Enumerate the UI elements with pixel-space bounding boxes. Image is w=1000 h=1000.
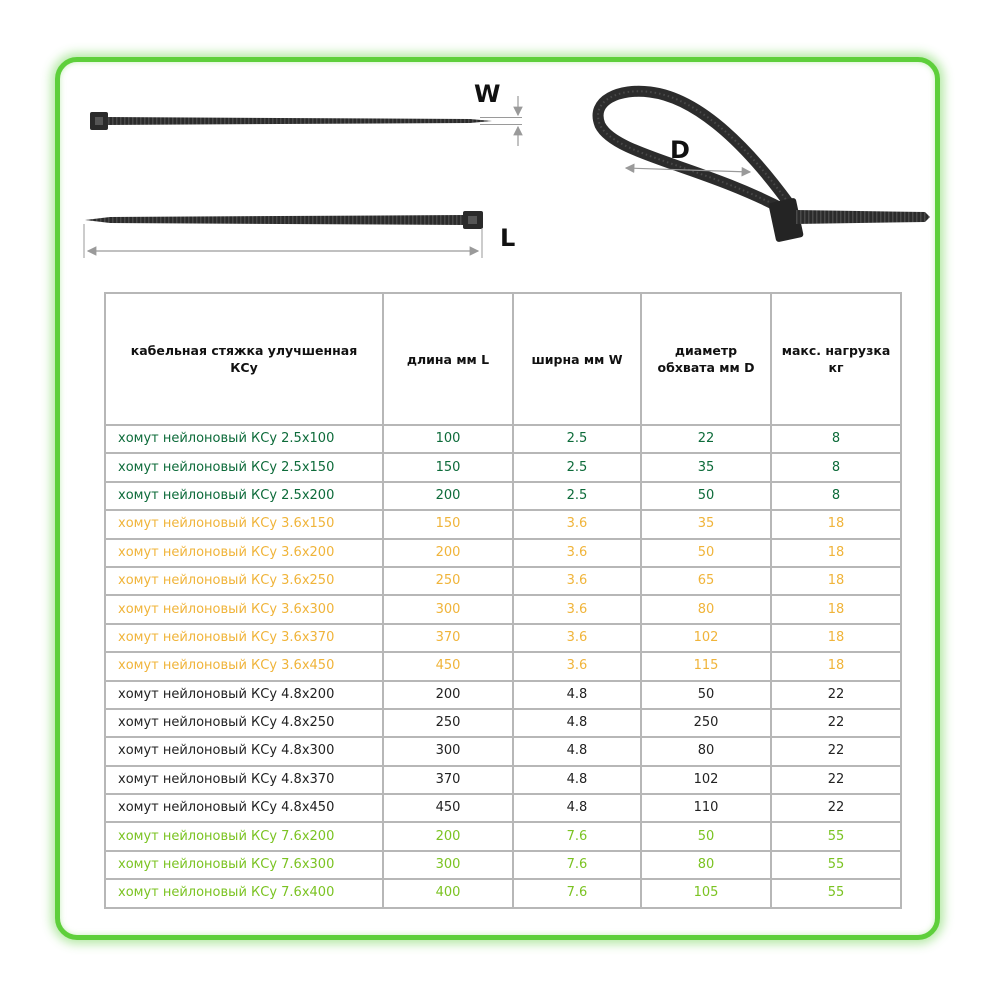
value-cell: 18 bbox=[771, 510, 901, 538]
product-name-cell: хомут нейлоновый КСу 2.5х100 bbox=[105, 425, 383, 453]
table-row bbox=[105, 624, 901, 652]
table-row bbox=[105, 482, 901, 510]
value-cell: 300 bbox=[383, 851, 513, 879]
value-cell: 3.6 bbox=[513, 539, 641, 567]
value-cell: 22 bbox=[771, 794, 901, 822]
value-cell: 35 bbox=[641, 510, 771, 538]
product-name-cell: хомут нейлоновый КСу 2.5х150 bbox=[105, 453, 383, 481]
product-name-cell: хомут нейлоновый КСу 4.8х450 bbox=[105, 794, 383, 822]
value-cell: 55 bbox=[771, 822, 901, 850]
value-cell: 300 bbox=[383, 737, 513, 765]
product-name-cell: хомут нейлоновый КСу 7.6х200 bbox=[105, 822, 383, 850]
value-cell: 4.8 bbox=[513, 766, 641, 794]
table-row bbox=[105, 567, 901, 595]
value-cell: 18 bbox=[771, 624, 901, 652]
value-cell: 200 bbox=[383, 822, 513, 850]
value-cell: 150 bbox=[383, 453, 513, 481]
value-cell: 115 bbox=[641, 652, 771, 680]
product-name-cell: хомут нейлоновый КСу 3.6х450 bbox=[105, 652, 383, 680]
product-name-cell: хомут нейлоновый КСу 4.8х300 bbox=[105, 737, 383, 765]
value-cell: 450 bbox=[383, 652, 513, 680]
value-cell: 3.6 bbox=[513, 624, 641, 652]
value-cell: 3.6 bbox=[513, 595, 641, 623]
product-name-cell: хомут нейлоновый КСу 3.6х300 bbox=[105, 595, 383, 623]
table-row bbox=[105, 822, 901, 850]
tie-straight-bottom bbox=[84, 211, 483, 258]
table-body bbox=[105, 425, 901, 908]
table-row bbox=[105, 851, 901, 879]
value-cell: 400 bbox=[383, 879, 513, 907]
value-cell: 8 bbox=[771, 453, 901, 481]
value-cell: 80 bbox=[641, 595, 771, 623]
value-cell: 65 bbox=[641, 567, 771, 595]
value-cell: 250 bbox=[641, 709, 771, 737]
value-cell: 22 bbox=[771, 766, 901, 794]
value-cell: 7.6 bbox=[513, 879, 641, 907]
value-cell: 110 bbox=[641, 794, 771, 822]
product-name-cell: хомут нейлоновый КСу 3.6х200 bbox=[105, 539, 383, 567]
value-cell: 4.8 bbox=[513, 794, 641, 822]
table-row bbox=[105, 766, 901, 794]
value-cell: 22 bbox=[771, 709, 901, 737]
value-cell: 3.6 bbox=[513, 652, 641, 680]
value-cell: 55 bbox=[771, 851, 901, 879]
product-name-cell: хомут нейлоновый КСу 7.6х400 bbox=[105, 879, 383, 907]
table-row bbox=[105, 681, 901, 709]
table-row bbox=[105, 879, 901, 907]
value-cell: 7.6 bbox=[513, 822, 641, 850]
value-cell: 4.8 bbox=[513, 709, 641, 737]
product-name-cell: хомут нейлоновый КСу 4.8х370 bbox=[105, 766, 383, 794]
product-name-cell: хомут нейлоновый КСу 2.5х200 bbox=[105, 482, 383, 510]
product-name-cell: хомут нейлоновый КСу 4.8х200 bbox=[105, 681, 383, 709]
value-cell: 18 bbox=[771, 539, 901, 567]
product-name-cell: хомут нейлоновый КСу 3.6х250 bbox=[105, 567, 383, 595]
value-cell: 3.6 bbox=[513, 567, 641, 595]
value-cell: 18 bbox=[771, 567, 901, 595]
table-row bbox=[105, 425, 901, 453]
table-row bbox=[105, 453, 901, 481]
width-label: W bbox=[474, 80, 501, 108]
value-cell: 3.6 bbox=[513, 510, 641, 538]
product-name-cell: хомут нейлоновый КСу 3.6х370 bbox=[105, 624, 383, 652]
value-cell: 250 bbox=[383, 709, 513, 737]
value-cell: 200 bbox=[383, 539, 513, 567]
value-cell: 18 bbox=[771, 595, 901, 623]
value-cell: 4.8 bbox=[513, 681, 641, 709]
value-cell: 55 bbox=[771, 879, 901, 907]
table-row bbox=[105, 794, 901, 822]
diameter-label: D bbox=[670, 136, 690, 164]
column-header: ширна мм W bbox=[513, 293, 641, 425]
value-cell: 50 bbox=[641, 681, 771, 709]
value-cell: 22 bbox=[771, 681, 901, 709]
product-name-cell: хомут нейлоновый КСу 4.8х250 bbox=[105, 709, 383, 737]
table-row bbox=[105, 539, 901, 567]
value-cell: 450 bbox=[383, 794, 513, 822]
table-header-row bbox=[105, 293, 901, 425]
value-cell: 102 bbox=[641, 624, 771, 652]
value-cell: 18 bbox=[771, 652, 901, 680]
value-cell: 250 bbox=[383, 567, 513, 595]
value-cell: 2.5 bbox=[513, 453, 641, 481]
table-row bbox=[105, 510, 901, 538]
value-cell: 105 bbox=[641, 879, 771, 907]
value-cell: 22 bbox=[641, 425, 771, 453]
table-row bbox=[105, 737, 901, 765]
value-cell: 35 bbox=[641, 453, 771, 481]
table-row bbox=[105, 709, 901, 737]
value-cell: 50 bbox=[641, 822, 771, 850]
value-cell: 300 bbox=[383, 595, 513, 623]
tie-straight-top bbox=[90, 96, 522, 146]
value-cell: 4.8 bbox=[513, 737, 641, 765]
value-cell: 8 bbox=[771, 482, 901, 510]
value-cell: 50 bbox=[641, 539, 771, 567]
column-header: длина мм L bbox=[383, 293, 513, 425]
value-cell: 8 bbox=[771, 425, 901, 453]
value-cell: 80 bbox=[641, 851, 771, 879]
length-label: L bbox=[500, 224, 516, 252]
product-name-cell: хомут нейлоновый КСу 7.6х300 bbox=[105, 851, 383, 879]
value-cell: 150 bbox=[383, 510, 513, 538]
value-cell: 200 bbox=[383, 681, 513, 709]
value-cell: 370 bbox=[383, 624, 513, 652]
tie-looped bbox=[598, 91, 930, 242]
column-header: диаметр обхвата мм D bbox=[641, 293, 771, 425]
table-row bbox=[105, 652, 901, 680]
value-cell: 100 bbox=[383, 425, 513, 453]
table-row bbox=[105, 595, 901, 623]
column-header: макс. нагрузка кг bbox=[771, 293, 901, 425]
value-cell: 50 bbox=[641, 482, 771, 510]
spec-table bbox=[104, 292, 902, 909]
value-cell: 200 bbox=[383, 482, 513, 510]
value-cell: 370 bbox=[383, 766, 513, 794]
value-cell: 102 bbox=[641, 766, 771, 794]
product-name-cell: хомут нейлоновый КСу 3.6х150 bbox=[105, 510, 383, 538]
column-header: кабельная стяжка улучшенная КСу bbox=[105, 293, 383, 425]
value-cell: 7.6 bbox=[513, 851, 641, 879]
value-cell: 2.5 bbox=[513, 425, 641, 453]
value-cell: 22 bbox=[771, 737, 901, 765]
value-cell: 80 bbox=[641, 737, 771, 765]
value-cell: 2.5 bbox=[513, 482, 641, 510]
